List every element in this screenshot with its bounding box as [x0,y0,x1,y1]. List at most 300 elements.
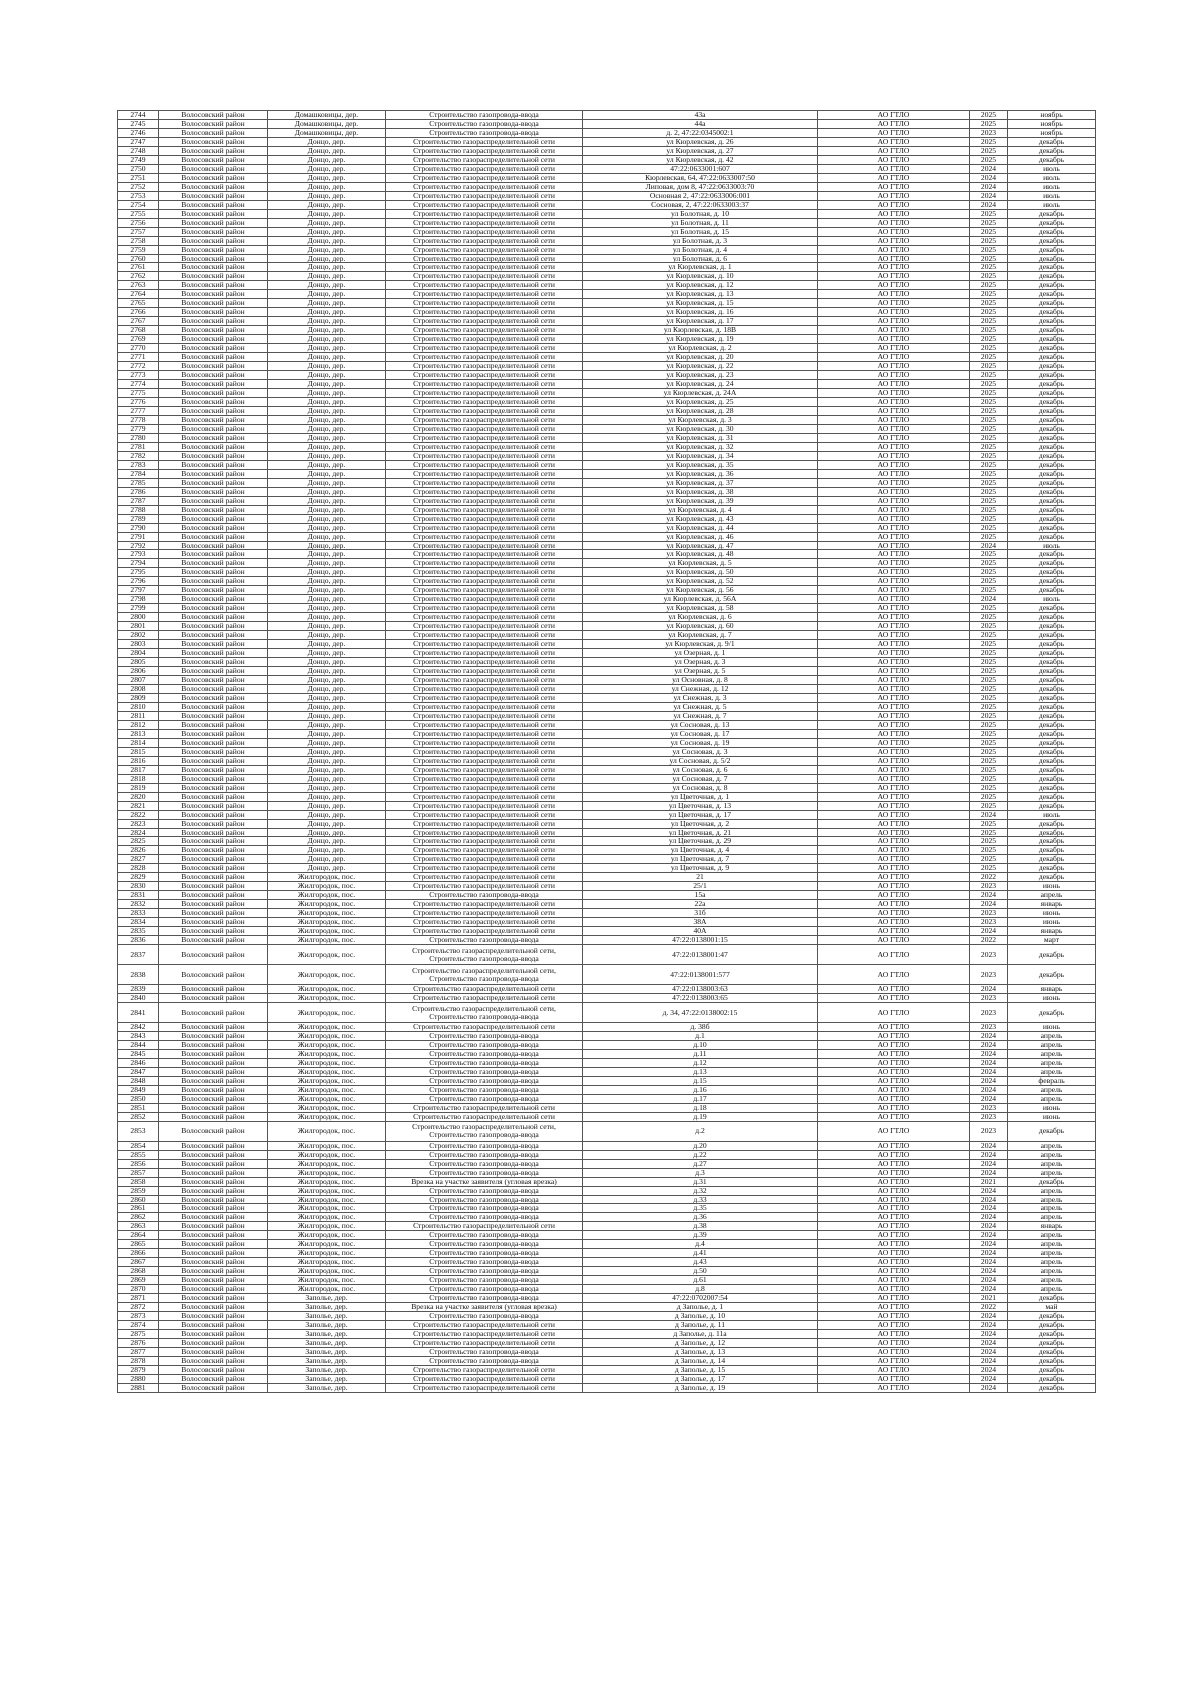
table-row [118,965,1096,985]
cell-work-type: Строительство газораспределительной сети [386,1103,583,1112]
cell-settlement: Жилгородок, пос. [268,1195,386,1204]
cell-district: Волосовский район [159,317,268,326]
cell-owner: АО ГТЛО [818,1177,970,1186]
cell-owner: АО ГТЛО [818,747,970,756]
cell-address: ул Сосновая, д. 7 [583,774,818,783]
cell-work-type: Строительство газораспределительной сети [386,801,583,810]
table-row [118,945,1096,965]
cell-address: ул Кюрлевская, д. 19 [583,335,818,344]
cell-work-type: Строительство газораспределительной сети, Строительство газопровода-ввода [386,1121,583,1141]
cell-address: д.50 [583,1267,818,1276]
table-row [118,810,1096,819]
cell-row-number: 2756 [118,218,159,227]
cell-district: Волосовский район [159,1195,268,1204]
cell-owner: АО ГТЛО [818,326,970,335]
cell-work-type: Строительство газораспределительной сети [386,846,583,855]
cell-row-number: 2775 [118,389,159,398]
cell-address: ул Сосновая, д. 3 [583,747,818,756]
cell-year: 2024 [970,1040,1008,1049]
cell-address: ул Сосновая, д. 13 [583,720,818,729]
cell-row-number: 2817 [118,765,159,774]
table-row [118,631,1096,640]
cell-year: 2024 [970,200,1008,209]
cell-work-type: Строительство газопровода-ввода [386,1204,583,1213]
cell-address: ул Цветочная, д. 9 [583,864,818,873]
cell-settlement: Донцо, дер. [268,765,386,774]
cell-address: д.17 [583,1094,818,1103]
cell-owner: АО ГТЛО [818,936,970,945]
cell-row-number: 2873 [118,1312,159,1321]
cell-address: ул Цветочная, д. 17 [583,810,818,819]
cell-owner: АО ГТЛО [818,1330,970,1339]
cell-row-number: 2799 [118,604,159,613]
cell-district: Волосовский район [159,1085,268,1094]
cell-row-number: 2806 [118,667,159,676]
cell-district: Волосовский район [159,685,268,694]
table-row [118,451,1096,460]
cell-month: декабрь [1008,1356,1096,1365]
cell-settlement: Донцо, дер. [268,738,386,747]
cell-district: Волосовский район [159,146,268,155]
cell-work-type: Строительство газораспределительной сети [386,514,583,523]
cell-settlement: Донцо, дер. [268,442,386,451]
cell-row-number: 2749 [118,155,159,164]
table-row [118,783,1096,792]
cell-work-type: Строительство газопровода-ввода [386,936,583,945]
cell-month: декабрь [1008,711,1096,720]
cell-year: 2025 [970,559,1008,568]
cell-settlement: Жилгородок, пос. [268,1094,386,1103]
cell-settlement: Донцо, дер. [268,864,386,873]
cell-owner: АО ГТЛО [818,1003,970,1023]
table-row [118,245,1096,254]
cell-owner: АО ГТЛО [818,1249,970,1258]
cell-district: Волосовский район [159,137,268,146]
cell-month: декабрь [1008,137,1096,146]
cell-district: Волосовский район [159,469,268,478]
cell-work-type: Строительство газопровода-ввода [386,1186,583,1195]
cell-month: июнь [1008,994,1096,1003]
table-row [118,1094,1096,1103]
cell-row-number: 2820 [118,792,159,801]
cell-settlement: Жилгородок, пос. [268,1085,386,1094]
cell-address: ул Кюрлевская, д. 56А [583,595,818,604]
cell-year: 2025 [970,362,1008,371]
table-row [118,326,1096,335]
cell-work-type: Строительство газораспределительной сети [386,1365,583,1374]
cell-settlement: Донцо, дер. [268,720,386,729]
cell-work-type: Строительство газораспределительной сети [386,487,583,496]
cell-owner: АО ГТЛО [818,855,970,864]
cell-district: Волосовский район [159,353,268,362]
cell-district: Волосовский район [159,702,268,711]
cell-settlement: Донцо, дер. [268,460,386,469]
cell-address: ул Кюрлевская, д. 22 [583,362,818,371]
cell-row-number: 2870 [118,1285,159,1294]
cell-owner: АО ГТЛО [818,1240,970,1249]
cell-work-type: Строительство газопровода-ввода [386,1312,583,1321]
table-row [118,918,1096,927]
cell-row-number: 2845 [118,1049,159,1058]
cell-month: апрель [1008,1276,1096,1285]
cell-district: Волосовский район [159,308,268,317]
cell-row-number: 2844 [118,1040,159,1049]
cell-owner: АО ГТЛО [818,568,970,577]
cell-owner: АО ГТЛО [818,1121,970,1141]
cell-month: декабрь [1008,965,1096,985]
cell-owner: АО ГТЛО [818,658,970,667]
cell-work-type: Строительство газопровода-ввода [386,1085,583,1094]
cell-row-number: 2766 [118,308,159,317]
cell-settlement: Жилгородок, пос. [268,1058,386,1067]
cell-year: 2024 [970,1085,1008,1094]
table-row [118,1150,1096,1159]
cell-month: декабрь [1008,846,1096,855]
cell-month: апрель [1008,1267,1096,1276]
table-row [118,1112,1096,1121]
cell-address: ул Кюрлевская, д. 3 [583,415,818,424]
cell-work-type: Строительство газопровода-ввода [386,1195,583,1204]
cell-month: декабрь [1008,1347,1096,1356]
cell-district: Волосовский район [159,810,268,819]
cell-row-number: 2755 [118,209,159,218]
cell-owner: АО ГТЛО [818,1023,970,1032]
cell-address: ул Кюрлевская, д. 10 [583,272,818,281]
cell-owner: АО ГТЛО [818,1303,970,1312]
cell-owner: АО ГТЛО [818,532,970,541]
cell-row-number: 2794 [118,559,159,568]
cell-district: Волосовский район [159,254,268,263]
cell-work-type: Строительство газораспределительной сети [386,245,583,254]
cell-work-type: Строительство газораспределительной сети [386,1321,583,1330]
cell-row-number: 2790 [118,523,159,532]
table-row [118,667,1096,676]
cell-settlement: Донцо, дер. [268,747,386,756]
cell-district: Волосовский район [159,1303,268,1312]
cell-address: ул Болотная, д. 15 [583,227,818,236]
table-row [118,1195,1096,1204]
cell-settlement: Жилгородок, пос. [268,994,386,1003]
cell-work-type: Строительство газораспределительной сети [386,864,583,873]
cell-district: Волосовский район [159,622,268,631]
cell-settlement: Донцо, дер. [268,254,386,263]
cell-settlement: Жилгородок, пос. [268,1240,386,1249]
cell-row-number: 2750 [118,164,159,173]
cell-year: 2025 [970,281,1008,290]
cell-year: 2024 [970,164,1008,173]
cell-work-type: Строительство газопровода-ввода [386,1294,583,1303]
cell-district: Волосовский район [159,173,268,182]
cell-month: декабрь [1008,658,1096,667]
cell-address: д.3 [583,1168,818,1177]
table-row [118,442,1096,451]
cell-month: декабрь [1008,326,1096,335]
cell-district: Волосовский район [159,1258,268,1267]
cell-settlement: Заполье, дер. [268,1383,386,1392]
cell-month: декабрь [1008,828,1096,837]
cell-work-type: Строительство газораспределительной сети [386,353,583,362]
cell-month: апрель [1008,891,1096,900]
cell-district: Волосовский район [159,1168,268,1177]
cell-month: декабрь [1008,873,1096,882]
cell-district: Волосовский район [159,1222,268,1231]
table-row [118,335,1096,344]
cell-row-number: 2746 [118,128,159,137]
cell-month: декабрь [1008,667,1096,676]
table-row [118,505,1096,514]
cell-work-type: Строительство газораспределительной сети [386,765,583,774]
cell-owner: АО ГТЛО [818,622,970,631]
cell-month: декабрь [1008,1330,1096,1339]
cell-work-type: Строительство газопровода-ввода [386,1285,583,1294]
cell-address: 31б [583,909,818,918]
cell-owner: АО ГТЛО [818,559,970,568]
cell-settlement: Донцо, дер. [268,164,386,173]
cell-year: 2025 [970,335,1008,344]
table-row [118,182,1096,191]
cell-year: 2024 [970,1032,1008,1041]
cell-settlement: Заполье, дер. [268,1312,386,1321]
cell-owner: АО ГТЛО [818,182,970,191]
cell-year: 2024 [970,1365,1008,1374]
cell-owner: АО ГТЛО [818,640,970,649]
cell-address: 44а [583,119,818,128]
cell-district: Волосовский район [159,182,268,191]
cell-row-number: 2809 [118,693,159,702]
cell-year: 2024 [970,985,1008,994]
cell-row-number: 2810 [118,702,159,711]
cell-row-number: 2866 [118,1249,159,1258]
cell-year: 2024 [970,1321,1008,1330]
cell-row-number: 2837 [118,945,159,965]
cell-district: Волосовский район [159,191,268,200]
cell-address: д Заполье, д. 11а [583,1330,818,1339]
cell-month: январь [1008,900,1096,909]
cell-owner: АО ГТЛО [818,927,970,936]
cell-year: 2025 [970,218,1008,227]
cell-year: 2025 [970,155,1008,164]
cell-owner: АО ГТЛО [818,1186,970,1195]
cell-work-type: Строительство газораспределительной сети [386,649,583,658]
cell-year: 2025 [970,119,1008,128]
cell-settlement: Донцо, дер. [268,568,386,577]
cell-year: 2025 [970,828,1008,837]
cell-owner: АО ГТЛО [818,146,970,155]
cell-year: 2025 [970,317,1008,326]
cell-settlement: Донцо, дер. [268,200,386,209]
cell-settlement: Донцо, дер. [268,353,386,362]
cell-work-type: Строительство газопровода-ввода [386,1040,583,1049]
cell-district: Волосовский район [159,792,268,801]
cell-address: ул Кюрлевская, д. 20 [583,353,818,362]
cell-district: Волосовский район [159,200,268,209]
cell-year: 2024 [970,541,1008,550]
cell-district: Волосовский район [159,756,268,765]
table-row [118,1347,1096,1356]
cell-work-type: Строительство газопровода-ввода [386,1231,583,1240]
cell-address: ул Кюрлевская, д. 39 [583,496,818,505]
cell-year: 2025 [970,532,1008,541]
cell-settlement: Донцо, дер. [268,604,386,613]
cell-work-type: Строительство газораспределительной сети [386,631,583,640]
cell-address: 47:22:0138003:63 [583,985,818,994]
cell-settlement: Жилгородок, пос. [268,1103,386,1112]
cell-month: апрель [1008,1213,1096,1222]
cell-month: декабрь [1008,1321,1096,1330]
cell-settlement: Донцо, дер. [268,577,386,586]
cell-row-number: 2786 [118,487,159,496]
cell-month: декабрь [1008,568,1096,577]
cell-owner: АО ГТЛО [818,451,970,460]
cell-year: 2024 [970,1222,1008,1231]
cell-month: декабрь [1008,389,1096,398]
cell-address: д.10 [583,1040,818,1049]
cell-owner: АО ГТЛО [818,1321,970,1330]
cell-address: ул Кюрлевская, д. 4 [583,505,818,514]
cell-address: д. 34, 47:22:0138002:15 [583,1003,818,1023]
cell-year: 2025 [970,290,1008,299]
table-row [118,568,1096,577]
cell-address: ул Сосновая, д. 17 [583,729,818,738]
cell-address: д Заполье, д. 12 [583,1339,818,1348]
cell-owner: АО ГТЛО [818,398,970,407]
cell-work-type: Строительство газораспределительной сети [386,191,583,200]
cell-district: Волосовский район [159,1356,268,1365]
cell-row-number: 2805 [118,658,159,667]
cell-address: ул Сосновая, д. 8 [583,783,818,792]
cell-month: декабрь [1008,263,1096,272]
cell-district: Волосовский район [159,209,268,218]
cell-address: д.43 [583,1258,818,1267]
table-row [118,1267,1096,1276]
cell-address: д.31 [583,1177,818,1186]
cell-settlement: Донцо, дер. [268,433,386,442]
cell-settlement: Донцо, дер. [268,380,386,389]
cell-month: апрель [1008,1040,1096,1049]
cell-address: ул Цветочная, д. 13 [583,801,818,810]
cell-settlement: Жилгородок, пос. [268,1150,386,1159]
cell-row-number: 2875 [118,1330,159,1339]
cell-work-type: Строительство газораспределительной сети [386,451,583,460]
cell-year: 2023 [970,994,1008,1003]
cell-owner: АО ГТЛО [818,200,970,209]
table-row [118,281,1096,290]
cell-address: д Заполье, д. 17 [583,1374,818,1383]
table-row [118,702,1096,711]
cell-owner: АО ГТЛО [818,362,970,371]
cell-work-type: Строительство газораспределительной сети [386,469,583,478]
cell-work-type: Строительство газораспределительной сети [386,478,583,487]
cell-address: ул Кюрлевская, д. 44 [583,523,818,532]
cell-owner: АО ГТЛО [818,164,970,173]
cell-owner: АО ГТЛО [818,1150,970,1159]
table-row [118,738,1096,747]
cell-district: Волосовский район [159,891,268,900]
cell-owner: АО ГТЛО [818,801,970,810]
cell-row-number: 2871 [118,1294,159,1303]
table-row [118,308,1096,317]
cell-year: 2025 [970,720,1008,729]
cell-address: д Заполье, д. 14 [583,1356,818,1365]
cell-district: Волосовский район [159,380,268,389]
cell-month: январь [1008,985,1096,994]
cell-row-number: 2853 [118,1121,159,1141]
table-row [118,720,1096,729]
cell-settlement: Донцо, дер. [268,478,386,487]
cell-settlement: Донцо, дер. [268,667,386,676]
cell-district: Волосовский район [159,424,268,433]
cell-work-type: Строительство газораспределительной сети, Строительство газопровода-ввода [386,965,583,985]
cell-district: Волосовский район [159,945,268,965]
cell-row-number: 2836 [118,936,159,945]
cell-year: 2022 [970,936,1008,945]
cell-address: д.13 [583,1067,818,1076]
cell-address: ул Снежная, д. 7 [583,711,818,720]
cell-address: д.1 [583,1032,818,1041]
cell-row-number: 2768 [118,326,159,335]
cell-year: 2024 [970,1356,1008,1365]
cell-work-type: Строительство газораспределительной сети [386,774,583,783]
cell-year: 2023 [970,1003,1008,1023]
table-row [118,1303,1096,1312]
cell-row-number: 2813 [118,729,159,738]
cell-owner: АО ГТЛО [818,155,970,164]
cell-work-type: Строительство газораспределительной сети [386,326,583,335]
cell-district: Волосовский район [159,344,268,353]
cell-year: 2025 [970,685,1008,694]
cell-district: Волосовский район [159,747,268,756]
cell-work-type: Строительство газораспределительной сети [386,828,583,837]
cell-month: декабрь [1008,649,1096,658]
cell-row-number: 2855 [118,1150,159,1159]
table-row [118,353,1096,362]
cell-address: ул Кюрлевская, д. 16 [583,308,818,317]
cell-month: декабрь [1008,738,1096,747]
cell-settlement: Донцо, дер. [268,523,386,532]
cell-owner: АО ГТЛО [818,783,970,792]
cell-year: 2024 [970,1141,1008,1150]
cell-address: ул Болотная, д. 6 [583,254,818,263]
cell-row-number: 2752 [118,182,159,191]
cell-month: декабрь [1008,729,1096,738]
cell-year: 2024 [970,1330,1008,1339]
cell-row-number: 2829 [118,873,159,882]
cell-district: Волосовский район [159,128,268,137]
cell-row-number: 2840 [118,994,159,1003]
cell-district: Волосовский район [159,676,268,685]
cell-address: ул Кюрлевская, д. 7 [583,631,818,640]
cell-work-type: Строительство газораспределительной сети [386,667,583,676]
cell-address: д.32 [583,1186,818,1195]
cell-row-number: 2822 [118,810,159,819]
cell-month: декабрь [1008,451,1096,460]
cell-row-number: 2762 [118,272,159,281]
cell-settlement: Донцо, дер. [268,299,386,308]
cell-year: 2024 [970,595,1008,604]
cell-year: 2025 [970,523,1008,532]
cell-row-number: 2801 [118,622,159,631]
cell-owner: АО ГТЛО [818,254,970,263]
cell-year: 2025 [970,613,1008,622]
cell-work-type: Строительство газораспределительной сети [386,702,583,711]
cell-work-type: Строительство газораспределительной сети [386,442,583,451]
cell-row-number: 2877 [118,1347,159,1356]
cell-settlement: Донцо, дер. [268,774,386,783]
cell-month: июль [1008,595,1096,604]
table-row [118,389,1096,398]
cell-row-number: 2864 [118,1231,159,1240]
cell-settlement: Жилгородок, пос. [268,945,386,965]
